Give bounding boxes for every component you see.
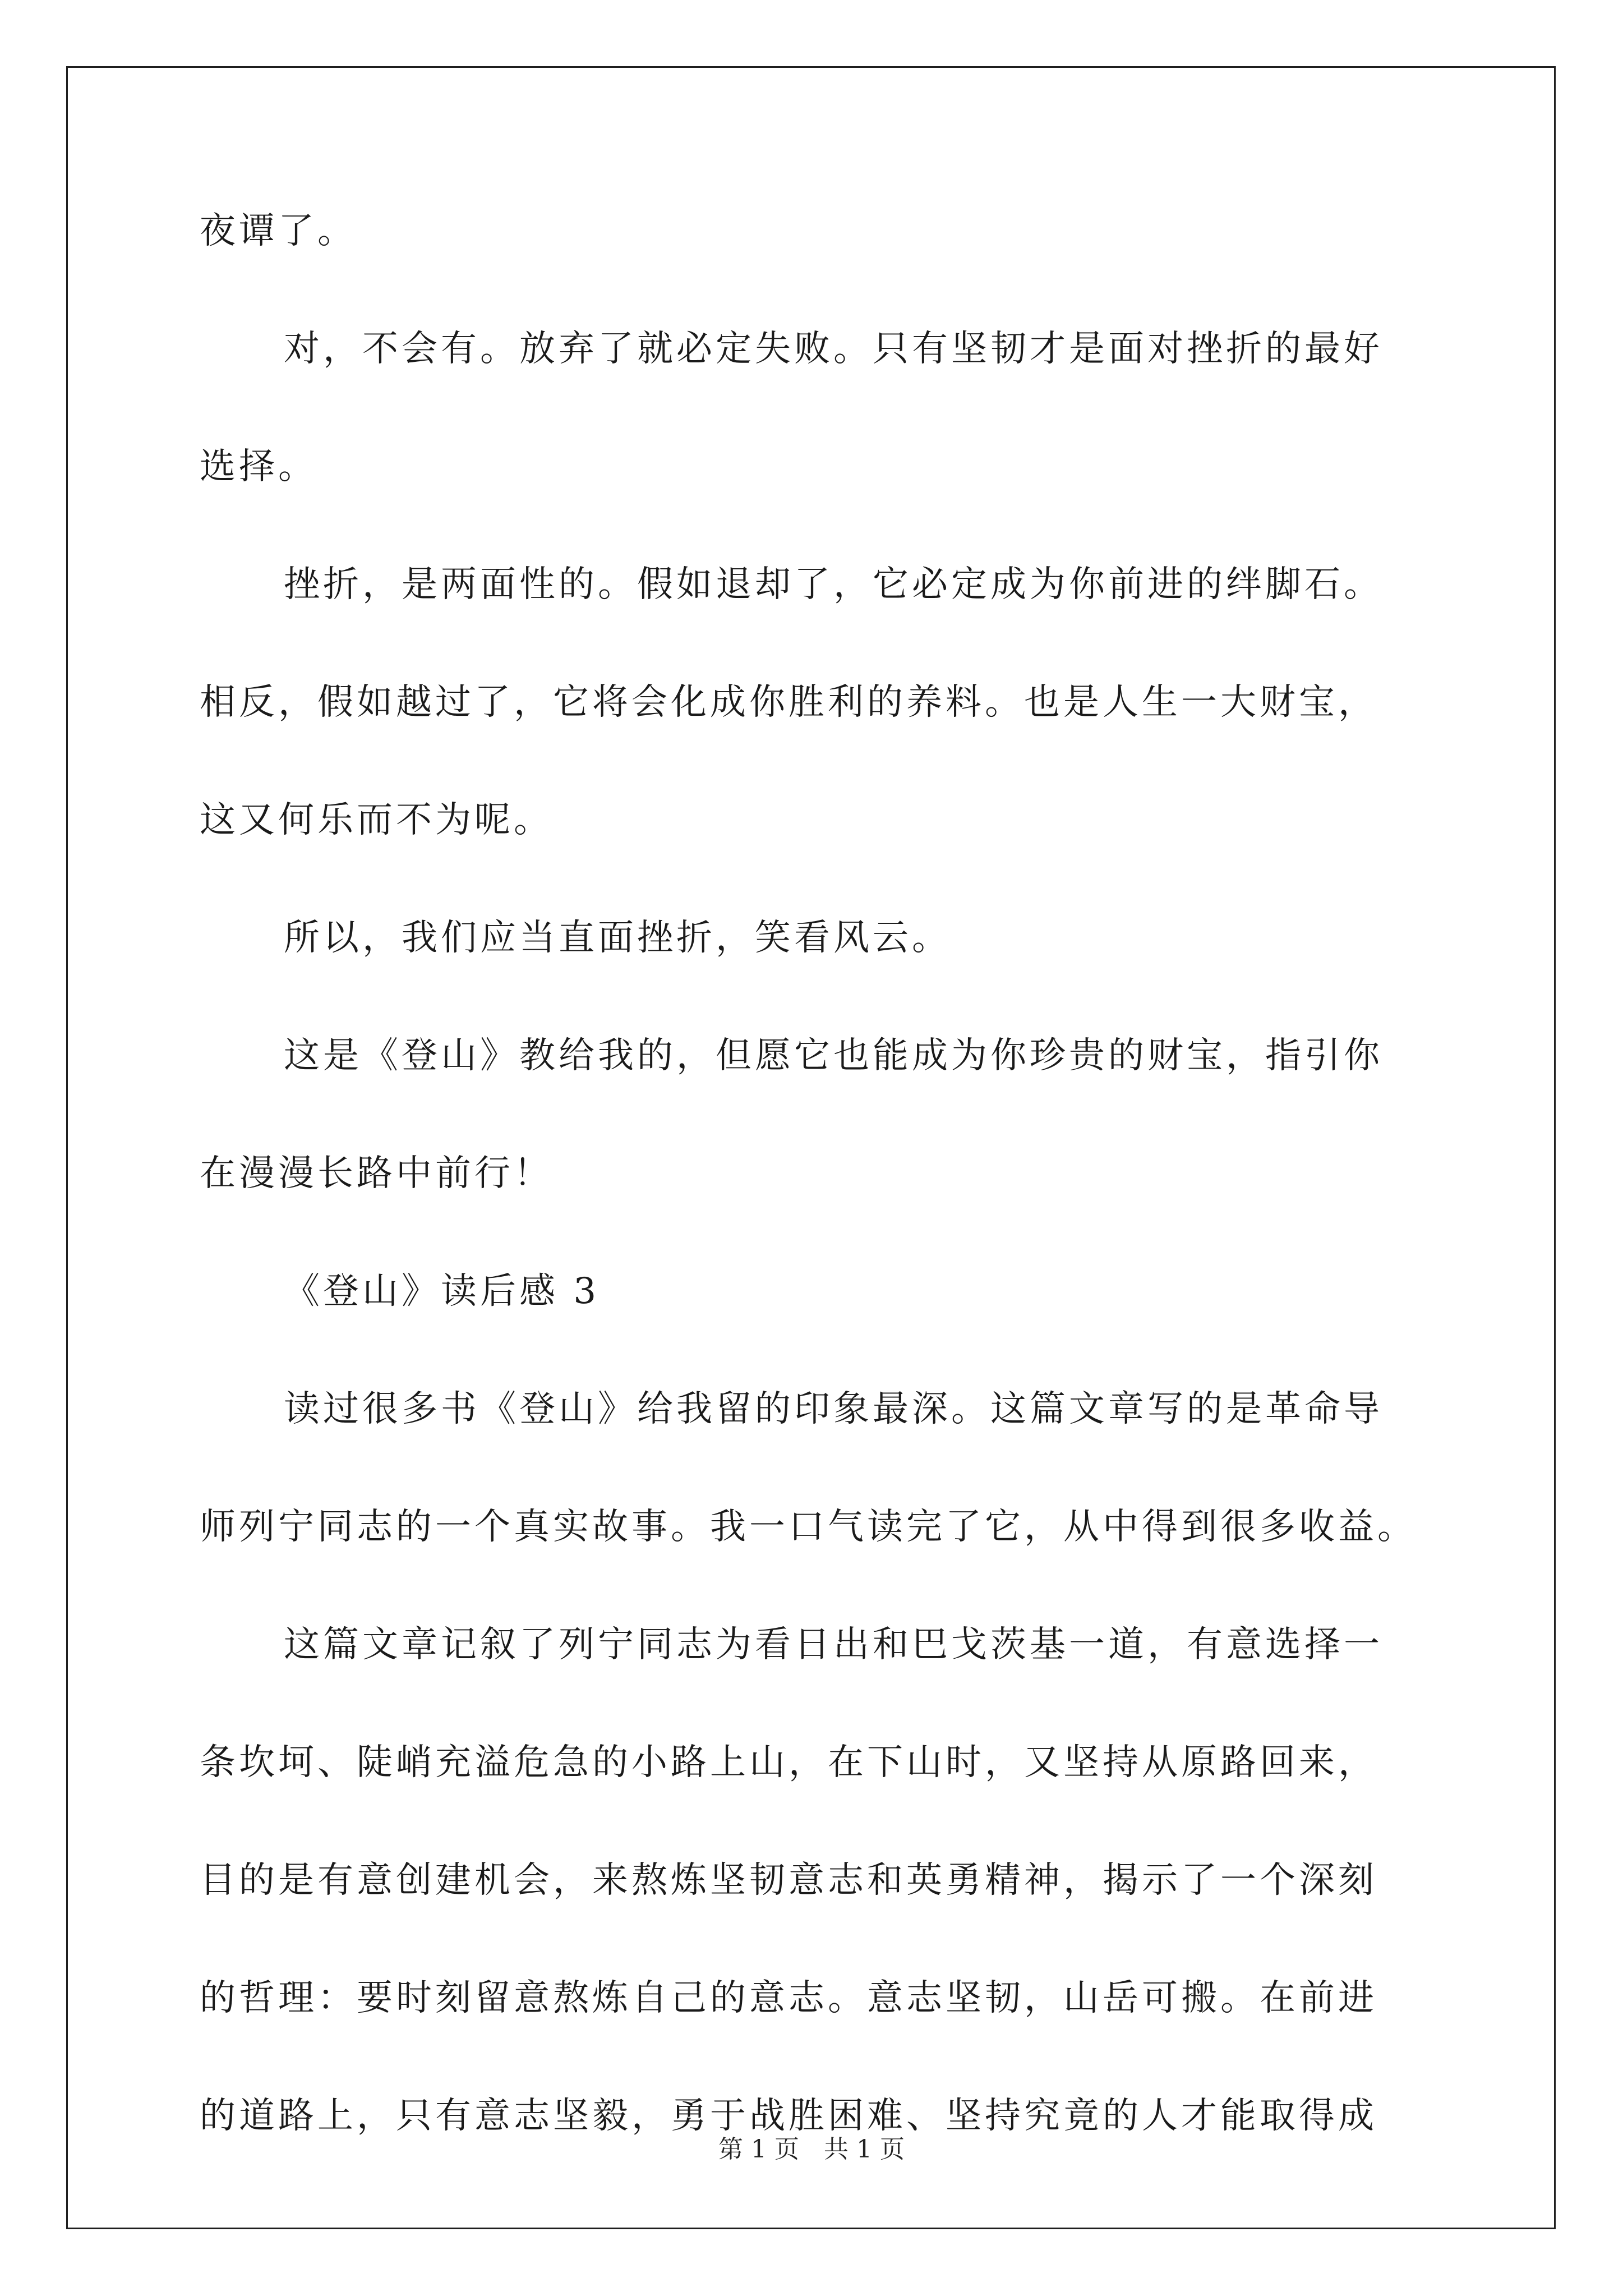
text-line: 条坎坷、陡峭充溢危急的小路上山，在下山时，又坚持从原路回来， bbox=[200, 1742, 1377, 1783]
text-line: 挫折，是两面性的。假如退却了，它必定成为你前进的绊脚石。 bbox=[284, 564, 1383, 605]
text-line: 的道路上，只有意志坚毅，勇于战胜困难、坚持究竟的人才能取得成 bbox=[200, 2095, 1377, 2137]
text-line: 所以，我们应当直面挫折，笑看风云。 bbox=[284, 917, 951, 959]
text-line: 对，不会有。放弃了就必定失败。只有坚韧才是面对挫折的最好 bbox=[284, 328, 1383, 370]
text-line: 在漫漫长路中前行！ bbox=[200, 1153, 553, 1194]
page-number-total: 共 1 页 bbox=[824, 2135, 905, 2164]
text-line: 这又何乐而不为呢。 bbox=[200, 799, 553, 841]
text-line: 目的是有意创建机会，来熬炼坚韧意志和英勇精神，揭示了一个深刻 bbox=[200, 1860, 1377, 1901]
text-line: 的哲理：要时刻留意熬炼自己的意志。意志坚韧，山岳可搬。在前进 bbox=[200, 1977, 1377, 2019]
page-number-current: 第 1 页 bbox=[718, 2135, 799, 2164]
text-line: 这是《登山》教给我的，但愿它也能成为你珍贵的财宝，指引你 bbox=[284, 1035, 1383, 1076]
page-border bbox=[66, 66, 1556, 2229]
text-line: 选择。 bbox=[200, 446, 317, 487]
text-line: 相反，假如越过了，它将会化成你胜利的养料。也是人生一大财宝， bbox=[200, 682, 1377, 723]
text-line: 师列宁同志的一个真实故事。我一口气读完了它，从中得到很多收益。 bbox=[200, 1506, 1417, 1548]
text-line: 这篇文章记叙了列宁同志为看日出和巴戈茨基一道，有意选择一 bbox=[284, 1624, 1383, 1665]
section-heading: 《登山》读后感 3 bbox=[284, 1271, 600, 1312]
page-footer bbox=[0, 2137, 1623, 2162]
text-line: 夜谭了。 bbox=[200, 210, 357, 252]
text-line: 读过很多书《登山》给我留的印象最深。这篇文章写的是革命导 bbox=[284, 1388, 1383, 1430]
